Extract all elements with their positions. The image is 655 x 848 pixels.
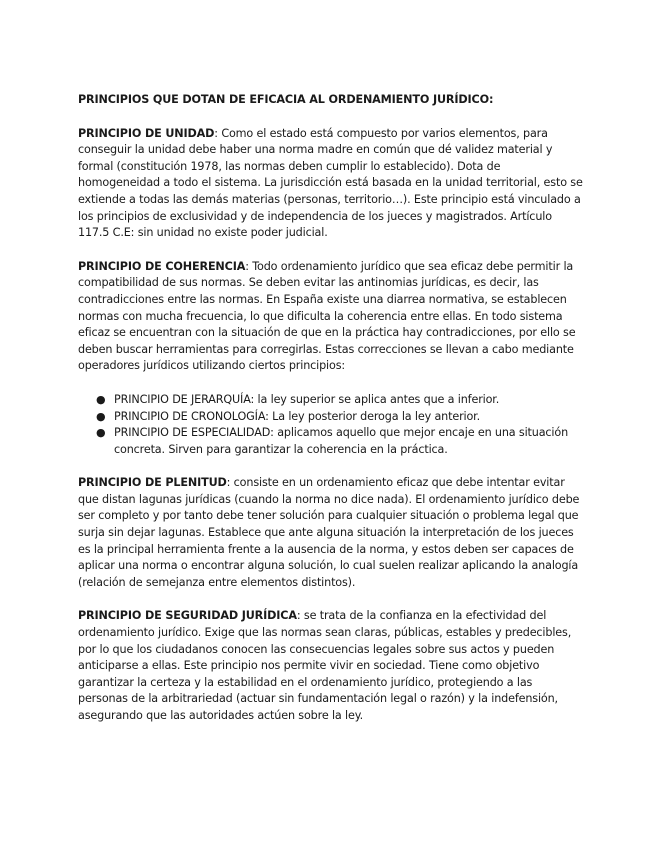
list-item [78,425,583,458]
bullet-icon: ● [96,409,106,423]
bullet-icon: ● [96,426,106,440]
section-text: : consiste en un ordenamiento eficaz que debe intentar evitar que distan lagunas jurídicas (cuando la norma no dice nada). El ordenamiento jurídico debe ser completo y por tanto debe tener solución para cualquier situación o problema legal que surja sin dejar lagunas. Establece que ante alguna situación la interpretación de los jueces es la principal herramienta frente a la ausencia de la norma, y estos deben ser capaces de aplicar una norma o encontrar alguna solución, lo cual suelen realizar aplicando la analogía (relación de semejanza entre elementos distintos). [78,476,580,589]
list-item-text: PRINCIPIO DE ESPECIALIDAD: aplicamos aquello que mejor encaje en una situación concreta. Sirven para garantizar la coherencia en la práctica. [114,426,569,456]
section-label: PRINCIPIO DE UNIDAD [78,126,215,140]
section-label: PRINCIPIO DE PLENITUD [78,476,227,490]
section-text: : Todo ordenamiento jurídico que sea eficaz debe permitir la compatibilidad de sus normas. Se deben evitar las antinomias jurídicas, es decir, las contradicciones entre las normas. En España existe una diarrea normativa, se establecen normas con mucha frecuencia, lo que dificulta la coherencia entre ellas. En todo sistema eficaz se encuentran con la situación de que en la práctica hay contradicciones, por ello se deben buscar herramientas para corregirlas. Estas correcciones se llevan a cabo mediante operadores jurídicos utilizando ciertos principios: [78,259,576,373]
list-item [78,409,583,426]
coherencia-bullet-list [78,392,583,458]
document-title: PRINCIPIOS QUE DOTAN DE EFICACIA AL ORDENAMIENTO JURÍDICO: [78,93,494,106]
section-label: PRINCIPIO DE COHERENCIA [78,259,246,273]
document-page [78,92,583,742]
section-coherencia [78,259,583,375]
section-plenitud [78,475,583,591]
list-item-text: PRINCIPIO DE CRONOLOGÍA: La ley posterior deroga la ley anterior. [114,409,480,423]
section-text: : Como el estado está compuesto por varios elementos, para conseguir la unidad debe haber una norma madre en común que dé validez material y formal (constitución 1978, las normas deben cumplir lo establecido). Dota de homogeneidad a todo el sistema. La jurisdicción está basada en la unidad territorial, esto se extiende a todas las demás materias (personas, territorio…). Este principio está vinculado a los principios de exclusividad y de independencia de los jueces y magistrados. Artículo 117.5 C.E: sin unidad no existe poder judicial. [78,126,583,240]
section-seguridad-juridica [78,608,583,724]
bullet-icon: ● [96,392,106,406]
section-unidad [78,126,583,242]
list-item [78,392,583,409]
list-item-text: PRINCIPIO DE JERARQUÍA: la ley superior se aplica antes que a inferior. [114,392,500,406]
section-label: PRINCIPIO DE SEGURIDAD JURÍDICA [78,609,297,623]
section-text: : se trata de la confianza en la efectividad del ordenamiento jurídico. Exige que las normas sean claras, públicas, estables y predecibles, por lo que los ciudadanos conocen las consecuencias legales sobre sus actos y pueden anticiparse a ellas. Este principio nos permite vivir en sociedad. Tiene como objetivo garantizar la certeza y la estabilidad en el ordenamiento jurídico, protegiendo a las personas de la arbitrariedad (actuar sin fundamentación legal o razón) y la indefensión, asegurando que las autoridades actúen sobre la ley. [78,609,572,722]
